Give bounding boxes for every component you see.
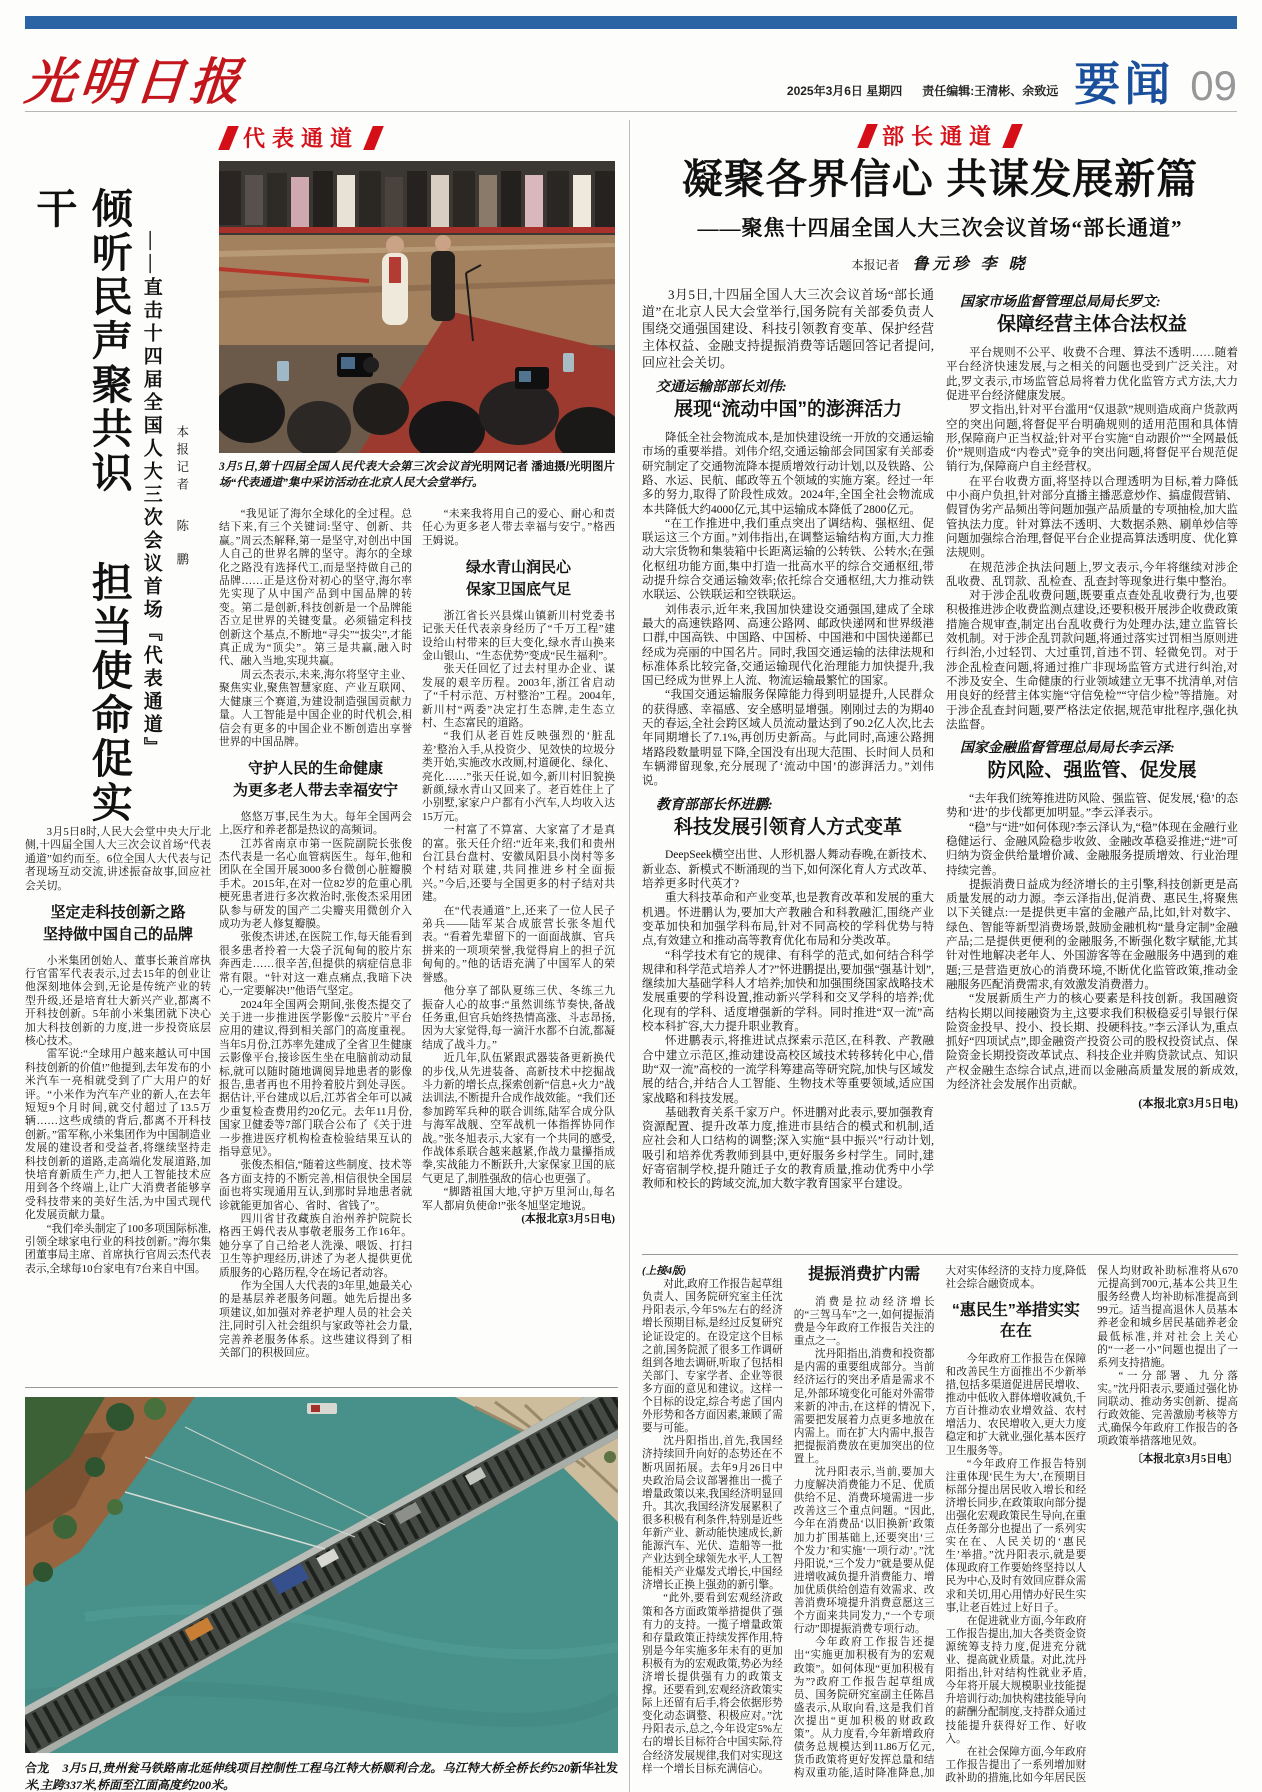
paragraph: 2024年全国两会期间,张俊杰提交了关于进一步推进医学影像“云胶片”平台应用的建议,得到相关部门的高度重视。当年5月份,江苏率先建成了全省卫生健康云影像平台,接诊医生坐在电脑前动动鼠标,就可以随时随地调阅异地患者的影像报告,患者再也不用拎着胶片到处寻医。据估计,平台建成以后,江苏省全年可以减少重复检查费用约20亿元。去年11月份,国家卫健委等7部门联合公布了《关于进一步推进医疗机构检查检验结果互认的指导意见》。 (219, 998, 412, 1158)
photo-caption: 3月5日,第十四届全国人民代表大会第三次会议首场“代表通道”集中采访活动在北京人民大会堂举行。 (219, 461, 484, 489)
delegates-article (25, 120, 618, 1792)
subhead-health: 守护人民的生命健康 为更多老人带去幸福安宁 (232, 760, 398, 800)
paragraph: “此外,要看到宏观经济政策和各方面政策举措提供了强有力的支持。一揽子增量政策和存量政策正持续发挥作用,特别是今年实施多年未有的更加积极有为的宏观政策,势必为经济增长提供强有力的政策支撑。还要看到,宏观经济政策实际上还留有后手,将会依据形势变化动态调整、积极应对。”沈丹阳表示,总之,今年设定5%左右的增长目标符合中国实际,符合经济发展规律,我们对实现这样一个增长目标充满信心。 (642, 1593, 783, 1775)
article-column-first (25, 826, 211, 1378)
photo-block (219, 161, 615, 508)
paragraph: “在工作推进中,我们重点突出了调结构、强枢纽、促联运这三个方面。”刘伟指出,在调整运输结构方面,大力推动大宗货物和集装箱中长距离运输的公转铁、公转水;在强化枢纽功能方面,集中打造一批高水平的综合交通枢纽,带动提升综合交通运输效率;依托综合交通枢纽,大力推动铁水联运、公铁联运和空铁联运。 (642, 517, 934, 602)
bridge-photo-credit: 新华社发 (569, 1761, 618, 1775)
red-slash-icon (857, 124, 878, 148)
red-slash-icon (363, 126, 384, 150)
kicker-finance: 国家金融监督管理总局局长李云泽: (960, 741, 1175, 757)
paragraph: 雷军说:“全球用户越来越认可中国科技创新的价值!”他提到,去年发布的小米汽车一亮相就受到了广大用户的好评。“小米作为汽车产业的新人,在去年短短9个月时间,就交付超过了13.5万辆……这些成绩的背后,都离不开科技创新。”雷军称,小米集团作为中国制造业发展的建设者和受益者,将继续坚持走科技创新的道路,走高端化发展道路,加快培育新质生产力,把人工智能技术应用到各个终端上,让广大消费者能够享受科技带来的美好生活,为中国式现代化发展贡献力量。 (25, 1048, 211, 1222)
article-headline (25, 187, 136, 826)
paragraph: 在平台收费方面,将坚持以合理透明为目标,着力降低中小商户负担,针对部分直播主播恶意炒作、搞虚假营销、假冒伪劣产品频出等问题加强产品质量的专项抽检,加大监管执法力度。针对算法不透明、大数据杀熟、刷单炒信等问题加强综合治理,督促平台企业提高算法透明度、优化算法规则。 (946, 475, 1238, 560)
subhead-consumption: 提振消费扩内需 (808, 1266, 921, 1284)
paragraph: 悠悠万事,民生为大。每年全国两会上,医疗和养老都是热议的高频词。 (219, 810, 412, 837)
title-education: 科技发展引领育人方式变革 (673, 816, 902, 838)
article-columns-rest (219, 508, 615, 1376)
byline-label: 本报记者 (851, 258, 900, 273)
channel-label-text: 部长通道 (881, 124, 998, 149)
paragraph: 他分享了部队夏练三伏、冬练三九振奋人心的故事:“虽然训练节奏快,备战任务重,但官兵始终热情高涨、斗志昂扬,因为大家觉得,每一滴汗水都不白流,都凝结成了战斗力。” (422, 985, 615, 1051)
article-dateline: (本报北京3月5日电) (521, 1213, 615, 1225)
bridge-caption-lead: 合龙 (25, 1761, 50, 1775)
paragraph: 沈丹阳指出,消费和投资都是内需的重要组成部分。当前经济运行的突出矛盾是需求不足,外部环境变化可能对外需带来新的冲击,在这样的情况下,需要把发展着力点更多地放在内需上。而在扩大内需中,报告把提振消费放在更加突出的位置上。 (793, 1349, 935, 1466)
title-finance: 防风险、强监管、促发展 (987, 760, 1197, 782)
paragraph: “今年政府工作报告特别注重体现‘民生为大’,在预期目标部分提出居民收入增长和经济增长同步,在政策取向部分提出强化宏观政策民生导向,在重点任务部分也提出了一系列实实在在、人民关切的‘惠民生’举措。”沈丹阳表示,就是要体现政府工作要始终坚持以人民为中心,及时有效回应群众需求和关切,用心用情办好民生实事,让老百姓过上好日子。 (945, 1458, 1087, 1614)
paragraph: 在规范涉企执法问题上,罗文表示,今年将继续对涉企乱收费、乱罚款、乱检查、乱查封等现象进行集中整治。 (946, 561, 1238, 588)
right-column (629, 120, 1238, 1792)
paragraph: 在促进就业方面,今年政府工作报告提出,加大各类资金资源统筹支持力度,促进充分就业、提高就业质量。对此,沈丹阳指出,针对结构性就业矛盾,今年将开展大规模职业技能提升培训行动;加快构建技能导向的薪酬分配制度,支持群众通过技能提升获得好工作、好收入。 (945, 1615, 1087, 1745)
ministers-column-right (946, 286, 1238, 1244)
ministers-headline: 凝聚各界信心 共谋发展新篇 (681, 156, 1199, 202)
kicker-education: 教育部部长怀进鹏: (656, 797, 773, 813)
paragraph: “未来我将用自己的爱心、耐心和责任心为更多老人带去幸福与安宁。”格西王姆说。 (422, 508, 615, 547)
title-transport: 展现“流动中国”的澎湃活力 (673, 399, 902, 421)
paragraph: 平台规则不公平、收费不合理、算法不透明……随着平台经济快速发展,与之相关的问题也受到广泛关注。对此,罗文表示,市场监管总局将着力优化监管方式方法,大力促进平台经济健康发展。 (946, 347, 1238, 402)
bridge-caption: 3月5日,贵州瓮马铁路南北延伸线项目控制性工程乌江特大桥顺利合龙。乌江特大桥全桥长约520米,主跨337米,桥面至江面高度约200米。 (25, 1761, 570, 1792)
paragraph: “发展新质生产力的核心要素是科技创新。我国融资结构长期以间接融资为主,这要求我们积极稳妥引导银行保险资金投早、投小、投长期、投硬科技。”李云泽认为,重点抓好“四项试点”,即金融资产投资公司的股权投资试点、保险资金长期投资改革试点、科技企业并购贷款试点、知识产权金融生态综合试点,进而以金融高质量发展的新成效,为经济社会发展作出贡献。 (946, 993, 1238, 1092)
paragraph: 怀进鹏表示,将推进试点探索示范区,在科教、产教融合中建立示范区,推动建设高校区域技术转移转化中心,借助“双一流”高校的一流学科筹建高等研究院,加快与区域发展的结合,并结合人工智能、生物技术等重要领域,适应国家战略和科技发展。 (642, 1035, 934, 1105)
paragraph: 罗文指出,针对平台滥用“仅退款”规则造成商户货款两空的突出问题,将督促平台明确规则的适用范围和具体情形,保障商户正当权益;针对平台实施“自动跟价”“全网最低价”规则造成“内卷式”竞争的突出问题,将督促平台规范促销行为,保障商户自主经营权。 (946, 404, 1238, 474)
paragraph: 周云杰表示,未来,海尔将坚守主业、聚焦实业,聚焦智慧家庭、产业互联网、大健康三个赛道,为建设制造强国贡献力量。人工智能是中国企业的时代机会,相信会有更多的中国企业不断创造出享誉世界的中国品牌。 (219, 668, 412, 748)
byline-names: 鲁元珍 李 晓 (912, 256, 1029, 274)
masthead-blue-bar (25, 16, 1237, 29)
paragraph: 江苏省南京市第一医院副院长张俊杰代表是一名心血管病医生。每年,他和团队在全国开展3000多台微创心脏瓣膜手术。2015年,在对一位82岁的危重心肌梗死患者进行多次救治时,张俊杰采用团队参与研发的国产二尖瓣夹用微创介入成功为老人修复瓣膜。 (219, 837, 412, 931)
title-market: 保障经营主体合法权益 (996, 314, 1187, 336)
paragraph: 小米集团创始人、董事长兼首席执行官雷军代表表示,过去15年的创业让他深刻地体会到,无论是传统产业的转型升级,还是培育壮大新兴产业,都离不开科技创新。5年前小米集团就下决心加大科技创新的力度,进一步投资底层核心技术。 (25, 954, 211, 1047)
photo-credit: 光明网记者 潘迪摄/光明图片 (470, 461, 615, 473)
ministers-byline (642, 251, 1238, 274)
article-lede: 3月5日8时,人民大会堂中央大厅北侧,十四届全国人大三次会议首场“代表通道”如约而至。6位全国人大代表与记者现场互动交流,讲述振奋故事,回应社会关切。 (25, 826, 211, 892)
ministers-lede: 3月5日,十四届全国人大三次会议首场“部长通道”在北京人民大会堂举行,国务院有关部委负责人围绕交通强国建设、科技引领教育变革、保护经营主体权益、金融支持提振消费等话题回答记者提问,回应社会关切。 (642, 287, 934, 371)
subhead-livelihood: “惠民生”举措实实在在 (951, 1302, 1080, 1341)
byline-name: 陈 鹏 (174, 519, 189, 575)
bridge-photo-block (25, 1387, 618, 1792)
paragraph-group (219, 508, 412, 749)
paragraph: 张天任回忆了过去村里办企业、谋发展的艰辛历程。2003年,浙江省启动了“千村示范、万村整治”工程。2004年,新川村“两委”决定打生态牌,走生态立村、生态富民的道路。 (422, 663, 615, 729)
page-number: 09 (1190, 62, 1237, 109)
paragraph-group (642, 848, 934, 1191)
paragraph: 作为全国人大代表的3年里,她最关心的是基层养老服务问题。她先后提出多项建议,如加强对养老护理人员的社会关注,同时引入社会组织与家政等社会力量,完善养老服务体系。这些建议得到了相关部门的积极回应。 (219, 1280, 412, 1360)
paragraph-group (422, 610, 615, 1213)
paragraph: 在“代表通道”上,还来了一位人民子弟兵——陆军某合成旅营长张冬旭代表。“看着先辈留下的一面面战旗、官兵拼来的一项项荣誉,我觉得肩上的担子沉甸甸的。”他的话语充满了中国军人的荣誉感。 (422, 904, 615, 984)
channel-label-text: 代表通道 (243, 126, 360, 151)
paragraph-group (946, 1265, 1239, 1792)
paragraph: 今年政府工作报告在保障和改善民生方面推出不少新举措,包括多渠道促进居民增收、推动中低收入群体增收减负,千方百计推动农业增效益、农村增活力、农民增收入,更大力度稳定和扩大就业,强化基本医疗卫生服务等。 (945, 1353, 1087, 1457)
paragraph: 一村富了不算富、大家富了才是真的富。张天任介绍:“近年来,我们和贵州台江县台盘村、安徽凤阳县小岗村等多个村结对联建,共同推进乡村全面振兴。”今后,还要与全国更多的村子结对共建。 (422, 824, 615, 904)
paragraph: “稳”与“进”如何体现?李云泽认为,“稳”体现在金融行业稳健运行、金融风险稳步收敛、金融改革稳妥推进;“进”可归纳为资金供给量增价减、金融服务提质增效、行业治理持续完善。 (946, 821, 1238, 877)
delegates-photo (219, 161, 615, 453)
continuation-article (642, 1254, 1238, 1792)
paragraph: 张俊杰讲述,在医院工作,每天能看到很多患者拎着一大袋子沉甸甸的胶片东奔西走……很辛苦,但提供的病症信息非常有限。“针对这一难点痛点,我暗下决心,一定要解决!”他语气坚定。 (219, 931, 412, 998)
paragraph: 降低全社会物流成本,是加快建设统一开放的交通运输市场的重要举措。刘伟介绍,交通运输部会同国家有关部委研究制定了交通物流降本提质增效行动计划,以及铁路、公路、水运、民航、邮政等五个领域的实施方案。经过一年多的努力,取得了阶段性成效。2024年,全国全社会物流成本共降低大约4000亿元,其中运输成本降低了2800亿元。 (642, 432, 934, 516)
byline-label: 本报记者 (174, 425, 189, 495)
paragraph-group (946, 346, 1238, 732)
ministers-column-left (642, 286, 934, 1244)
paragraph-group (25, 955, 211, 1277)
headline-line-1: 倾听民声聚共识 (85, 187, 132, 495)
ministers-dateline: (本报北京3月5日电) (1138, 1098, 1238, 1111)
paragraph: 四川省甘孜藏族自治州养护院院长格西王姆代表从事敬老服务工作16年。她分享了自己给老人洗澡、喂饭、打扫卫生等护理经历,讲述了为老人提供更优质服务的心路历程,令在场记者动容。 (219, 1213, 412, 1279)
ministers-subtitle: ——聚焦十四届全国人大三次会议首场“部长通道” (697, 216, 1183, 241)
paragraph: “一分部署、九分落实。”沈丹阳表示,要通过强化协同联动、推动务实创新、提高行政效能、完善激励考核等方式,确保今年政府工作报告的各项政策举措落地见效。 (1097, 1370, 1238, 1448)
paragraph: “我见证了海尔全球化的全过程。总结下来,有三个关键词:坚守、创新、共赢。”周云杰解释,第一是坚守,对创出中国人自己的世界名牌的坚守。海尔的全球化之路没有选择代工,而是坚持做自己的品牌……正是这份对初心的坚守,海尔率先实现了从中国产品到中国品牌的转变。第二是创新,科技创新是一个品牌能否立足世界的关键变量。必须锚定科技创新这个基点,不断地“寻尖”“拔尖”,才能真正成为“顶尖”。第三是共赢,融入时代、融入当地,实现共赢。 (219, 508, 412, 668)
paragraph: 重大科技革命和产业变革,也是教育改革和发展的重大机遇。怀进鹏认为,要加大产教融合和科教融汇,围绕产业变革加快和加强学科布局,针对不同高校的学科优势与特点,有效建立和推动高等教育优化布局和分类改革。 (642, 892, 934, 948)
vertical-headline-block (25, 161, 211, 826)
red-slash-icon (218, 126, 239, 150)
paragraph: 浙江省长兴县煤山镇新川村党委书记张天任代表亲身经历了“千万工程”建设给山村带来的巨大变化,绿水青山换来金山银山、“生态优势”变成“民生福利”。 (422, 609, 615, 662)
article-byline (173, 187, 191, 826)
channel-label-ministers (862, 120, 1018, 151)
bridge-photo (25, 1397, 618, 1753)
paragraph: “我们从老百姓反映强烈的‘脏乱差’整治入手,从投资少、见效快的垃圾分类开始,实施改水改厕,村道硬化、绿化、亮化……”张天任说,如今,新川村旧貌换新颜,绿水青山又回来了。老百姓住上了小别墅,家家户户都有小汽车,人均收入达15万元。 (422, 730, 615, 823)
paragraph: “脚踏祖国大地,守护万里河山,每名军人都肩负使命!”张冬旭坚定地说。 (422, 1186, 615, 1212)
paragraph: “去年我们统筹推进防风险、强监管、促发展,‘稳’的态势和‘进’的步伐都更加明显。”李云泽表示。 (946, 793, 1238, 820)
section-name: 要闻 (1074, 58, 1175, 110)
paragraph: 对此,政府工作报告起草组负责人、国务院研究室主任沈丹阳表示,今年5%左右的经济增长预期目标,是经过反复研究论证设定的。在设定这个目标之前,国务院派了很多工作调研组到各地去调研,听取了包括相关部门、专家学者、企业等很多方面的意见和建议。这样一个目标的设定,综合考虑了国内外形势和各方面因素,兼顾了需要与可能。 (642, 1279, 783, 1435)
kicker-transport: 交通运输部部长刘伟: (656, 380, 787, 396)
paragraph: 今年政府工作报告还提出“实施更加积极有为的宏观政策”。如何体现“更加积极有为”?政府工作报告起草组成员、国务院研究室副主任陈昌盛表示,从取向看,这是我们首次提出“更加积极的财政政策”。从力度看,今年新增政府债务总规模达到11.86万亿元,货币政策将更好发挥总量和结构双重功能,适时降准降息,加大对实体经济的支持力度,降低社会综合融资成本。 (793, 1266, 1087, 1780)
subhead-village: 绿水青山润民心 保家卫国底气足 (465, 559, 571, 598)
editors-text: 责任编辑:王清彬、余致远 (922, 84, 1059, 98)
kicker-market: 国家市场监督管理总局局长罗文: (960, 295, 1161, 311)
paragraph: 张俊杰相信,“随着这些制度、技术等各方面支持的不断完善,相信很快全国层面也将实现通用互认,到那时异地患者就诊就能更加省心、省时、省钱了”。 (219, 1159, 412, 1212)
paragraph: “科学技术有它的规律、有科学的范式,如何结合科学规律和科学范式培养人才?”怀进鹏提出,要加强“强基计划”,继续加大基础学科人才培养;加快和加强围绕国家战略技术发展重要的学科设置,推动新兴学科和交叉学科的培养;优化现有的学科、适度增强新的学科。同时推进“双一流”高校本科扩容,大力提升职业教育。 (642, 949, 934, 1034)
paragraph: 沈丹阳表示,当前,要加大力度解决消费能力不足、优质供给不足、消费环境需进一步改善这三个重点问题。“因此,今年在消费品‘以旧换新’政策加力扩围基础上,还要突出‘三个发力’和实施‘一项行动’。”沈丹阳说,“三个发力”就是要从促进增收减负提升消费能力、增加优质供给创造有效需求、改善消费环境提升消费意愿这三个方面来共同发力,“一个专项行动”即提振消费专项行动。 (793, 1467, 935, 1636)
headline-line-2: 担当使命促实干 (30, 187, 132, 826)
continued-from-label: (上接4版) (642, 1266, 687, 1278)
paragraph: 基础教育关系千家万户。怀进鹏对此表示,要加强教育资源配置、提升改革力度,推进市县结合的模式和机制,适应社会和人口结构的调整;深入实施“县中振兴”行动计划,吸引和培养优秀教师到县中,更好服务乡村学生。同时,建好寄宿制学校,提升随迁子女的教育质量,推动优秀中小学教师和校长的跨域交流,加大数字教育国家平台建设。 (642, 1106, 934, 1191)
paragraph-group (642, 431, 934, 788)
red-slash-icon (1002, 124, 1023, 148)
subhead-xiaomi: 坚定走科技创新之路 坚持做中国自己的品牌 (42, 904, 193, 943)
paragraph: 在社会保障方面,今年政府工作报告提出了一系列增加财政补助的措施,比如今年居民医保人均财政补助标准将从670元提高到700元,基本公共卫生服务经费人均补助标准提高到99元。适当提高退休人员基本养老金和城乡居民基础养老金最低标准,并对社会上关心的“一老一小”问题也提出了一系列支持措施。 (945, 1266, 1238, 1784)
paragraph-group (642, 1278, 783, 1776)
channel-label-delegates (223, 122, 379, 153)
paragraph: 沈丹阳指出,首先,我国经济持续回升向好的态势还在不断巩固拓展。去年9月26日中央政治局会议部署推出一揽子增量政策以来,我国经济明显回升。其次,我国经济发展累积了很多积极有利条件,特别是近些年新产业、新动能快速成长,新能源汽车、光伏、造船等一批产业达到全球领先水平,人工智能相关产业爆发式增长,中国经济增长正换上强劲的新引擎。 (642, 1436, 783, 1592)
paragraph: DeepSeek横空出世、人形机器人舞动春晚,在新技术、新业态、新模式不断涌现的当下,如何深化育人方式改革、培养更多时代英才? (642, 849, 934, 891)
article-subtitle: ——直击十四届全国人大三次会议首场『代表通道』 (140, 231, 162, 760)
bridge-caption-row (25, 1760, 618, 1792)
paragraph: 提振消费日益成为经济增长的主引擎,科技创新更是高质量发展的动力源。李云泽指出,促消费、惠民生,将聚焦以下关键点:一是提供更丰富的金融产品,比如,针对数字、绿色、智能等新型消费场景,鼓励金融机构“量身定制”金融产品;二是提供更便利的金融服务,不断强化数字赋能,尤其针对性地解决老年人、外国游客等在金融服务中遇到的难题;三是营造更放心的消费环境,不断优化监管政策,推动金融服务匹配消费需求,有效激发消费潜力。 (946, 878, 1238, 991)
paragraph: 消费是拉动经济增长的“三驾马车”之一,如何提振消费是今年政府工作报告关注的重点之一。 (793, 1296, 935, 1348)
paragraph: 近几年,队伍紧跟武器装备更新换代的步伐,从先进装备、高新技术中挖掘战斗力新的增长点,探索创新“信息+火力”战法训法,不断提升合成作战效能。“我们还参加跨军兵种的联合训练,陆军合成分队与海军战舰、空军战机一体指挥协同作战。”张冬旭表示,大家有一个共同的感受,作战体系联合越来越紧,作战力量攥指成拳,实战能力不断跃升,大家保家卫国的底气更足了,制胜强敌的信心也更强了。 (422, 1052, 615, 1185)
date-text: 2025年3月6日 星期四 (786, 84, 903, 98)
paragraph: “我国交通运输服务保障能力得到明显提升,人民群众的获得感、幸福感、安全感明显增强。刚刚过去的为期40天的春运,全社会跨区域人员流动量达到了90.2亿人次,比去年同期增长了7.1%,再创历史新高。与此同时,高速公路拥堵路段数量明显下降,全国没有出现大范围、长时间人员和车辆滞留现象,充分展现了‘流动中国’的澎湃活力。”刘伟说。 (642, 689, 934, 788)
ministers-article (642, 120, 1238, 1244)
paragraph: “我们牵头制定了100多项国际标准,引领全球家电行业的科技创新。”海尔集团董事局主席、首席执行官周云杰代表表示,全球每10台家电有7台来自中国。 (25, 1222, 211, 1275)
brand-logo: 光明日报 (22, 52, 248, 111)
continuation-columns (642, 1265, 1238, 1792)
paragraph: 刘伟表示,近年来,我国加快建设交通强国,建成了全球最大的高速铁路网、高速公路网、邮政快递网和世界级港口群,中国高铁、中国路、中国桥、中国港和中国快递都已经成为亮丽的中国名片。同时,我国交通运输的法律法规和标准体系比较完备,交通运输现代化治理能力加快提升,我国已经成为世界上人流、物流运输最繁忙的国家。 (642, 603, 934, 688)
paragraph: 对于涉企乱收费问题,既要重点查处乱收费行为,也要积极推进涉企收费监测点建设,还要积极开展涉企收费政策措施合规审查,制定出台乱收费行为处理办法,建立监管长效机制。对于涉企乱罚款问题,将通过落实过罚相当原则进行纠治,小过轻罚、大过重罚,首违不罚、轻微免罚。对于涉企乱检查问题,将通过推广非现场监管方式进行纠治,对不涉及安全、生命健康的行业领域建立无事不扰清单,对信用良好的经营主体实施“守信免检”“守信少检”等措施。对于涉企乱查封问题,要严格法定依据,规范审批程序,强化执法监督。 (946, 590, 1238, 731)
paragraph-group (946, 792, 1238, 1092)
continuation-dateline: 〔本报北京3月5日电〕 (1132, 1454, 1238, 1466)
photo-caption-row (219, 459, 615, 491)
masthead (22, 16, 1237, 112)
